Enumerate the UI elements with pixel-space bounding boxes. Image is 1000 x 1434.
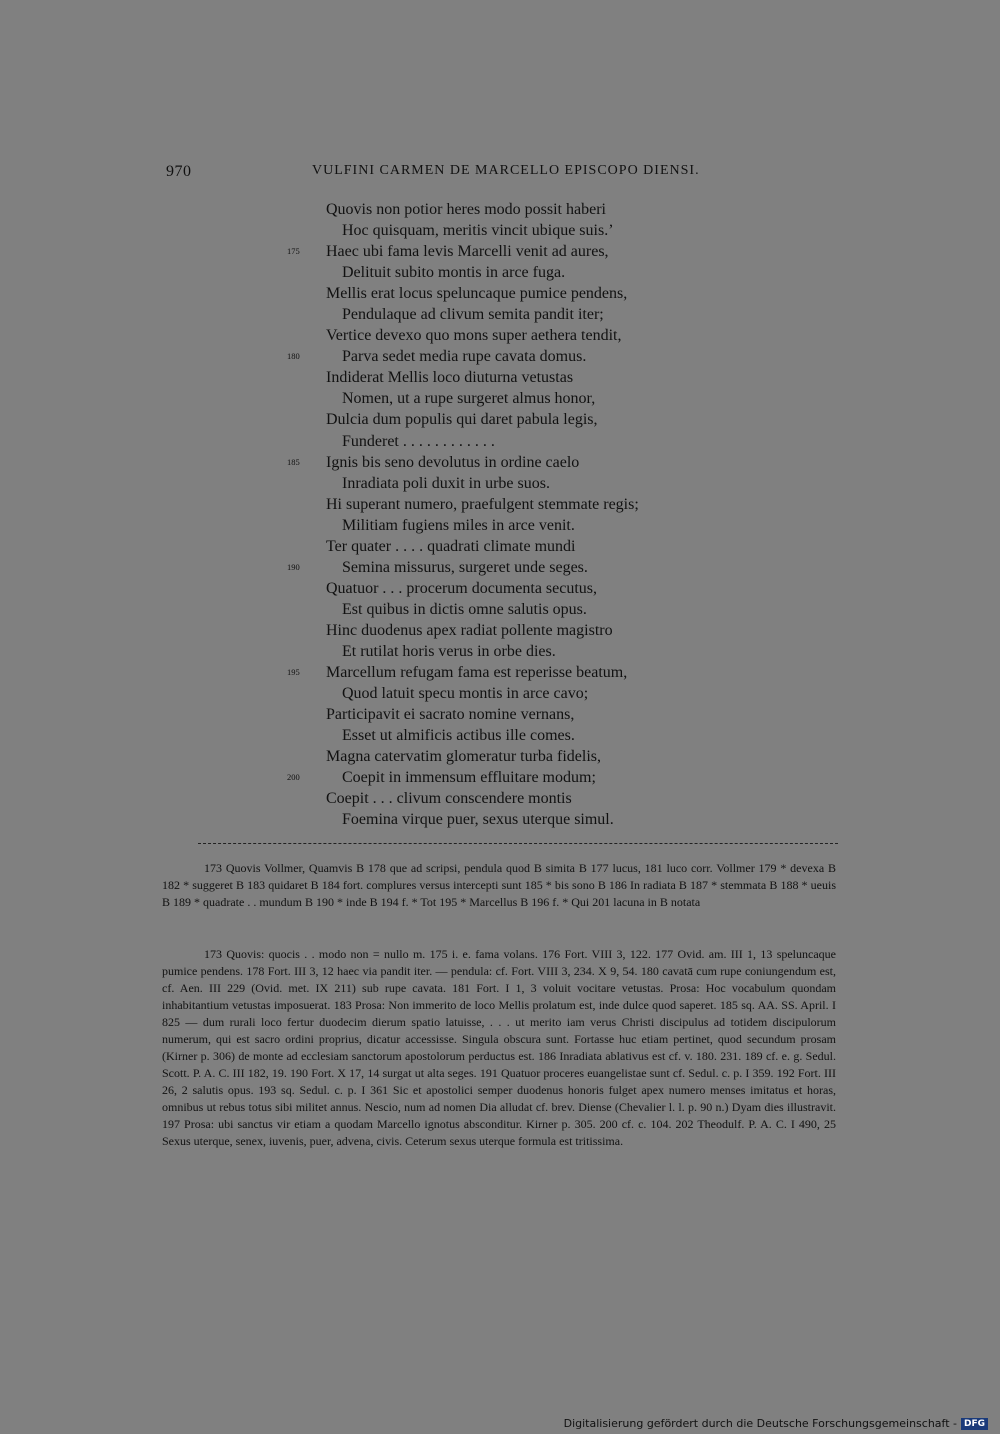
verse-text: Magna catervatim glomeratur turba fidelis, <box>326 748 602 766</box>
verse-line <box>0 473 1000 494</box>
verse-line <box>0 767 1000 788</box>
verse-text: Dulcia dum populis qui daret pabula legis, <box>326 411 598 429</box>
verse-line <box>0 557 1000 578</box>
verse-text: Quovis non potior heres modo possit haberi <box>326 201 606 218</box>
page-number: 970 <box>166 163 192 180</box>
line-number: 175 <box>287 246 300 257</box>
verse-line <box>0 241 1000 262</box>
verse-text: Delituit subito montis in arce fuga. <box>342 264 566 282</box>
verse-line <box>0 283 1000 304</box>
verse-line <box>0 809 1000 830</box>
verse-line <box>0 199 1000 220</box>
verse-line <box>0 536 1000 557</box>
running-title: VULFINI CARMEN DE MARCELLO EPISCOPO DIENSI. <box>312 163 700 178</box>
verse-text: Haec ubi fama levis Marcelli venit ad aures, <box>326 243 609 261</box>
verse-line <box>0 346 1000 367</box>
verse-text: Inradiata poli duxit in urbe suos. <box>342 474 550 492</box>
verse-line <box>0 788 1000 809</box>
running-header <box>0 163 1000 185</box>
line-number: 190 <box>287 561 300 572</box>
verse-line <box>0 725 1000 746</box>
verse-line <box>0 746 1000 767</box>
footer-credit: Digitalisierung gefördert durch die Deutsche Forschungsgemeinschaft - <box>563 1417 957 1430</box>
verse-text: Mellis erat locus speluncaque pumice pendens, <box>326 285 628 303</box>
verse-line <box>0 409 1000 430</box>
dfg-logo: DFG <box>961 1418 988 1430</box>
verse-text: Quod latuit specu montis in arce cavo; <box>342 685 589 703</box>
verse-text: Indiderat Mellis loco diuturna vetustas <box>326 369 574 387</box>
line-number: 180 <box>287 351 300 362</box>
verse-line <box>0 262 1000 283</box>
line-number: 195 <box>287 667 300 678</box>
verse-line <box>0 515 1000 536</box>
verse-text: Coepit in immensum effluitare modum; <box>342 769 596 787</box>
verse-text: Militiam fugiens miles in arce venit. <box>342 516 575 534</box>
commentary-notes <box>162 946 836 1150</box>
commentary-text: 173 Quovis: quocis . . modo non = nullo m. 175 i. e. fama volans. 176 Fort. VIII 3, 122. 177 Ovid. am. III 1, 13 speluncaque pumice pendens. 178 Fort. III 3, 12 haec via pandit iter. — pendula: cf. Fort. VIII 3, 234. X 9, 54. 180 cavatā cum rupe coniungendum est, cf. Aen. III 229 (Ovid. met. IX 211) sub rupe cavata. 181 Fort. I 1, 3 voluit vocitare vetustas. Prosa: Hoc vocabulum quondam inhabitantium vetustas imposuerat. 183 Prosa: Non immerito de loco Mellis prolatum est, inde dulce quod saperet. 185 sq. AA. SS. April. I 825 — dum rurali loco fertur duodecim dierum spatio latuisse, . . . ut merito iam verus Christi discipulus ad totidem discipulorum numerum, qui est sacro ordini proprius, dicatur accessisse. Singula obscura sunt. Fortasse huc etiam pertinet, quod secundum prosam (Kirner p. 306) de monte ad ecclesiam sanctorum apostolorum perductus est. 186 Inradiata ablativus est cf. v. 180. 231. 189 cf. e. g. Sedul. Scott. P. A. C. III 182, 19. 190 Fort. X 17, 14 surgat ut alta seges. 191 Quatuor proceres euangelistae sunt cf. Sedul. c. p. I 359. 192 Fort. III 26, 2 salutis opus. 193 sq. Sedul. c. p. I 361 Sic et apostolici semper duodenus honoris fulget apex numero menses imitatus et horas, omnibus ut rebus totus sibi militet annus. Nescio, num ad nomen Dia alludat cf. brev. Diense (Chevalier l. l. p. 90 n.) Dyam dies illustravit. 197 Prosa: ubi sanctus vir etiam a quodam Marcello ignotus absconditur. Kirner p. 305. 200 cf. c. 104. 202 Theodulf. P. A. C. I 490, 25 Sexus uterque, senex, iuvenis, puer, advena, civis. Ceterum sexus uterque formula est tritissima. <box>162 947 836 1148</box>
verse-line <box>0 220 1000 241</box>
verse-text: Participavit ei sacrato nomine vernans, <box>326 706 575 724</box>
verse-text: Semina missurus, surgeret unde seges. <box>342 558 588 576</box>
verse-text: Coepit . . . clivum conscendere montis <box>326 790 572 808</box>
verse-text: Foemina virque puer, sexus uterque simul. <box>342 811 614 829</box>
verse-line <box>0 388 1000 409</box>
apparatus-text: 173 Quovis Vollmer, Quamvis B 178 que ad scripsi, pendula quod B simita B 177 lucus, 181 luco corr. Vollmer 179 * devexa B 182 * suggeret B 183 quidaret B 184 fort. complures versus intercepti sunt 185 * bis sono B 186 In radiata B 187 * stemmata B 188 * ueuis B 189 * quadrate . . mundum B 190 * inde B 194 f. * Tot 195 * Marcellus B 196 f. * Qui 201 lacuna in B notata <box>162 861 836 909</box>
verse-line <box>0 641 1000 662</box>
verse-text: Parva sedet media rupe cavata domus. <box>342 348 587 366</box>
digitization-footer <box>564 1417 988 1430</box>
verse-line <box>0 704 1000 725</box>
verse-line <box>0 620 1000 641</box>
line-number: 200 <box>287 772 300 783</box>
verse-line <box>0 431 1000 452</box>
verse-text: Esset ut almificis actibus ille comes. <box>342 727 575 745</box>
verse-text: Funderet . . . . . . . . . . . . <box>342 432 495 450</box>
line-number: 185 <box>287 456 300 467</box>
verse-line <box>0 452 1000 473</box>
verse-text: Hi superant numero, praefulgent stemmate regis; <box>326 495 639 513</box>
verse-text: Ter quater . . . . quadrati climate mundi <box>326 537 576 555</box>
poem-text <box>0 199 1000 830</box>
verse-line <box>0 662 1000 683</box>
verse-line <box>0 304 1000 325</box>
verse-text: Hinc duodenus apex radiat pollente magistro <box>326 621 613 639</box>
verse-line <box>0 325 1000 346</box>
verse-text: Est quibus in dictis omne salutis opus. <box>342 600 587 618</box>
verse-text: Vertice devexo quo mons super aethera tendit, <box>326 327 622 345</box>
verse-text: Et rutilat horis verus in orbe dies. <box>342 642 556 660</box>
verse-text: Nomen, ut a rupe surgeret almus honor, <box>342 390 596 408</box>
critical-apparatus <box>162 860 836 911</box>
footnote-rule <box>198 843 838 844</box>
verse-text: Marcellum refugam fama est reperisse beatum, <box>326 664 628 682</box>
verse-line <box>0 494 1000 515</box>
verse-line <box>0 599 1000 620</box>
verse-line <box>0 683 1000 704</box>
verse-line <box>0 367 1000 388</box>
verse-line <box>0 578 1000 599</box>
verse-text: Quatuor . . . procerum documenta secutus, <box>326 579 598 597</box>
verse-text: Hoc quisquam, meritis vincit ubique suis.’ <box>342 222 614 240</box>
verse-text: Pendulaque ad clivum semita pandit iter; <box>342 306 604 324</box>
verse-text: Ignis bis seno devolutus in ordine caelo <box>326 453 580 471</box>
